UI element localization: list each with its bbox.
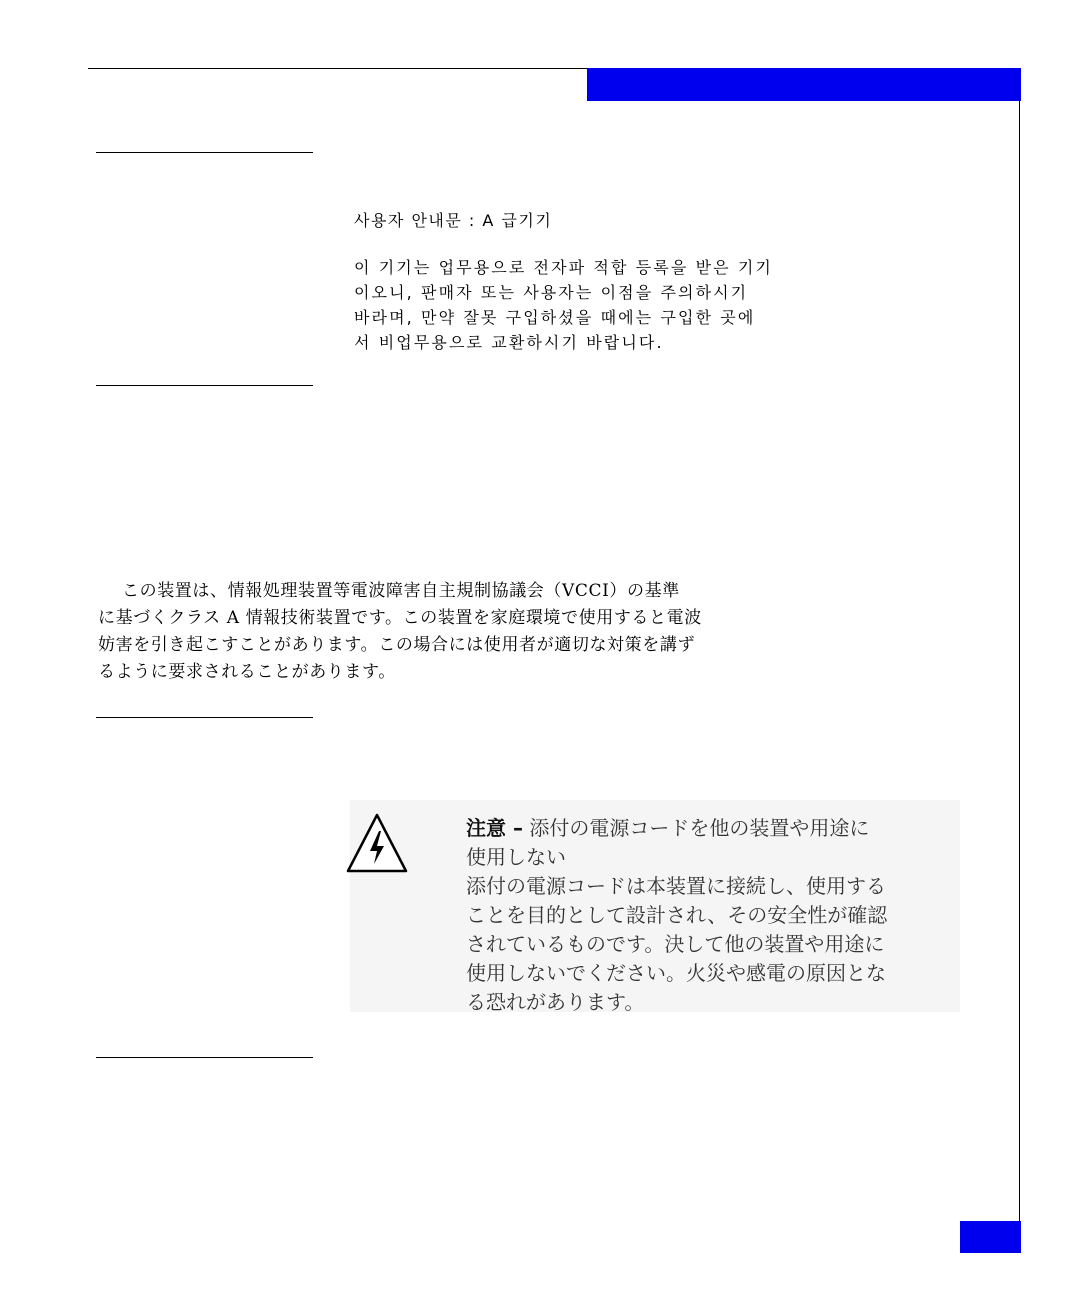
korean-notice-line: 이 기기는 업무용으로 전자파 적합 등록을 받은 기기	[354, 258, 773, 277]
caution-heading-line2: 使用しない	[466, 845, 566, 869]
electrical-hazard-icon	[346, 812, 408, 874]
caution-body-line: る恐れがあります。	[466, 990, 645, 1014]
vcci-line: るように要求されることがあります。	[98, 662, 396, 682]
header-bar	[587, 68, 1021, 101]
caution-body-line: されているものです。決して他の装置や用途に	[466, 932, 885, 956]
vcci-line: 妨害を引き起こすことがあります。この場合には使用者が適切な対策を講ず	[98, 635, 696, 655]
korean-notice-line: 이오니, 판매자 또는 사용자는 이점을 주의하시기	[354, 283, 749, 302]
section-rule	[96, 152, 313, 153]
vcci-line: この装置は、情報処理装置等電波障害自主規制協議会（VCCI）の基準	[122, 581, 680, 601]
caution-text	[466, 814, 966, 1017]
section-rule	[96, 385, 313, 386]
korean-notice-line: 서 비업무용으로 교환하시기 바랍니다.	[354, 333, 664, 352]
vcci-notice	[98, 578, 758, 686]
section-rule	[96, 717, 313, 718]
korean-notice-line: 바라며, 만약 잘못 구입하셨을 때에는 구입한 곳에	[354, 308, 756, 327]
caution-label: 注意 –	[466, 816, 523, 840]
caution-heading-rest: 添付の電源コードを他の装置や用途に	[522, 816, 870, 840]
korean-notice-title: 사용자 안내문 : A 급기기	[354, 211, 553, 230]
section-rule	[96, 1057, 313, 1058]
caution-heading	[466, 814, 966, 843]
page-tab	[960, 1221, 1021, 1253]
caution-body-line: 使用しないでください。火災や感電の原因とな	[466, 961, 886, 985]
right-margin-rule	[1019, 68, 1020, 1252]
caution-body-line: 添付の電源コードは本装置に接続し、使用する	[466, 874, 886, 898]
caution-body-line: ことを目的として設計され、その安全性が確認	[466, 903, 888, 927]
vcci-line: に基づくクラス A 情報技術装置です。この装置を家庭環境で使用すると電波	[98, 608, 702, 628]
korean-notice-body	[354, 255, 814, 355]
